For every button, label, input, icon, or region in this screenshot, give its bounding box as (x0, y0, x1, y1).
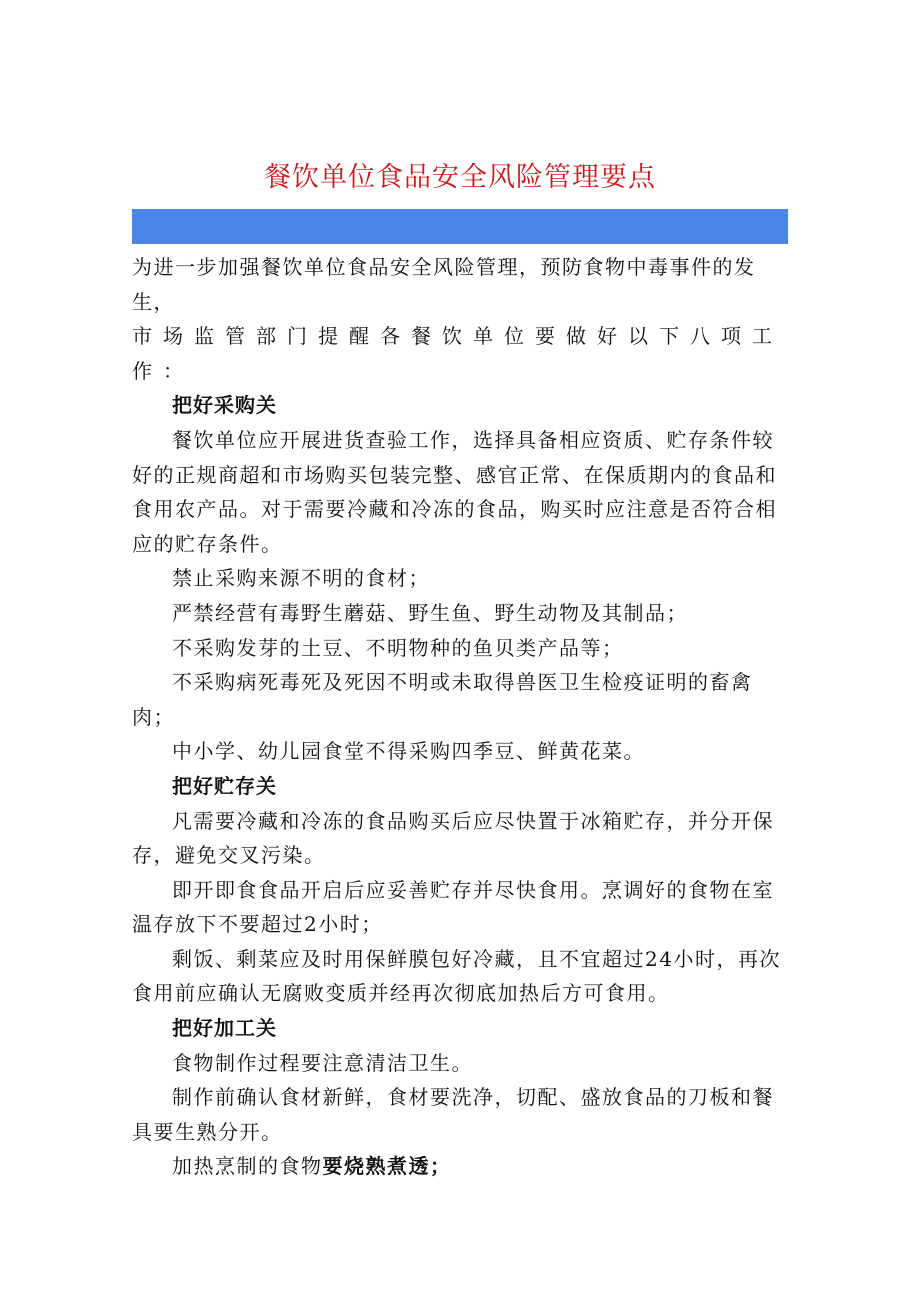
paragraph: 不采购发芽的土豆、不明物种的鱼贝类产品等； (172, 635, 624, 660)
section-heading-storage: 把好贮存关 (172, 773, 277, 798)
emphasis-text: 要烧熟煮透； (322, 1154, 452, 1179)
paragraph: 凡需要冷藏和冷冻的食品购买后应尽快置于冰箱贮存，并分开保存，避免交叉污染。 (132, 808, 774, 868)
section-heading-processing: 把好加工关 (172, 1016, 277, 1041)
paragraph: 中小学、幼儿园食堂不得采购四季豆、鲜黄花菜。 (172, 739, 645, 764)
document-title: 餐饮单位食品安全风险管理要点 (264, 162, 656, 193)
paragraph: 制作前确认食材新鲜，食材要洗净，切配、盛放食品的刀板和餐具要生熟分开。 (132, 1085, 774, 1144)
paragraph: 严禁经营有毒野生蘑菇、野生鱼、野生动物及其制品； (172, 600, 688, 625)
title-divider-bar (132, 209, 788, 244)
paragraph-text: 加热烹制的食物 (172, 1154, 323, 1179)
intro-line-2: 市场监管部门提醒各餐饮单位要做好以下八项工作： (132, 324, 783, 383)
intro-line-1: 为进一步加强餐饮单位食品安全风险管理，预防食物中毒事件的发生， (132, 255, 756, 314)
document-body (132, 250, 792, 1184)
paragraph: 剩饭、剩菜应及时用保鲜膜包好冷藏，且不宜超过24小时，再次食用前应确认无腐败变质并经再次彻底加热后方可食用。 (132, 946, 781, 1006)
paragraph: 即开即食食品开启后应妥善贮存并尽快食用。烹调好的食物在室温存放下不要超过2小时； (132, 877, 774, 937)
paragraph: 餐饮单位应开展进货查验工作，选择具备相应资质、贮存条件较好的正规商超和市场购买包装完整、感官正常、在保质期内的食品和食用农产品。对于需要冷藏和冷冻的食品，购买时应注意是否符合相应的贮存条件。 (132, 427, 777, 556)
paragraph: 食物制作过程要注意清洁卫生。 (172, 1050, 473, 1075)
paragraph-cooking (132, 1149, 792, 1184)
paragraph: 不采购病死毒死及死因不明或未取得兽医卫生检疫证明的畜禽肉； (132, 670, 753, 729)
section-heading-purchase: 把好采购关 (172, 393, 277, 418)
paragraph: 禁止采购来源不明的食材； (172, 566, 430, 591)
